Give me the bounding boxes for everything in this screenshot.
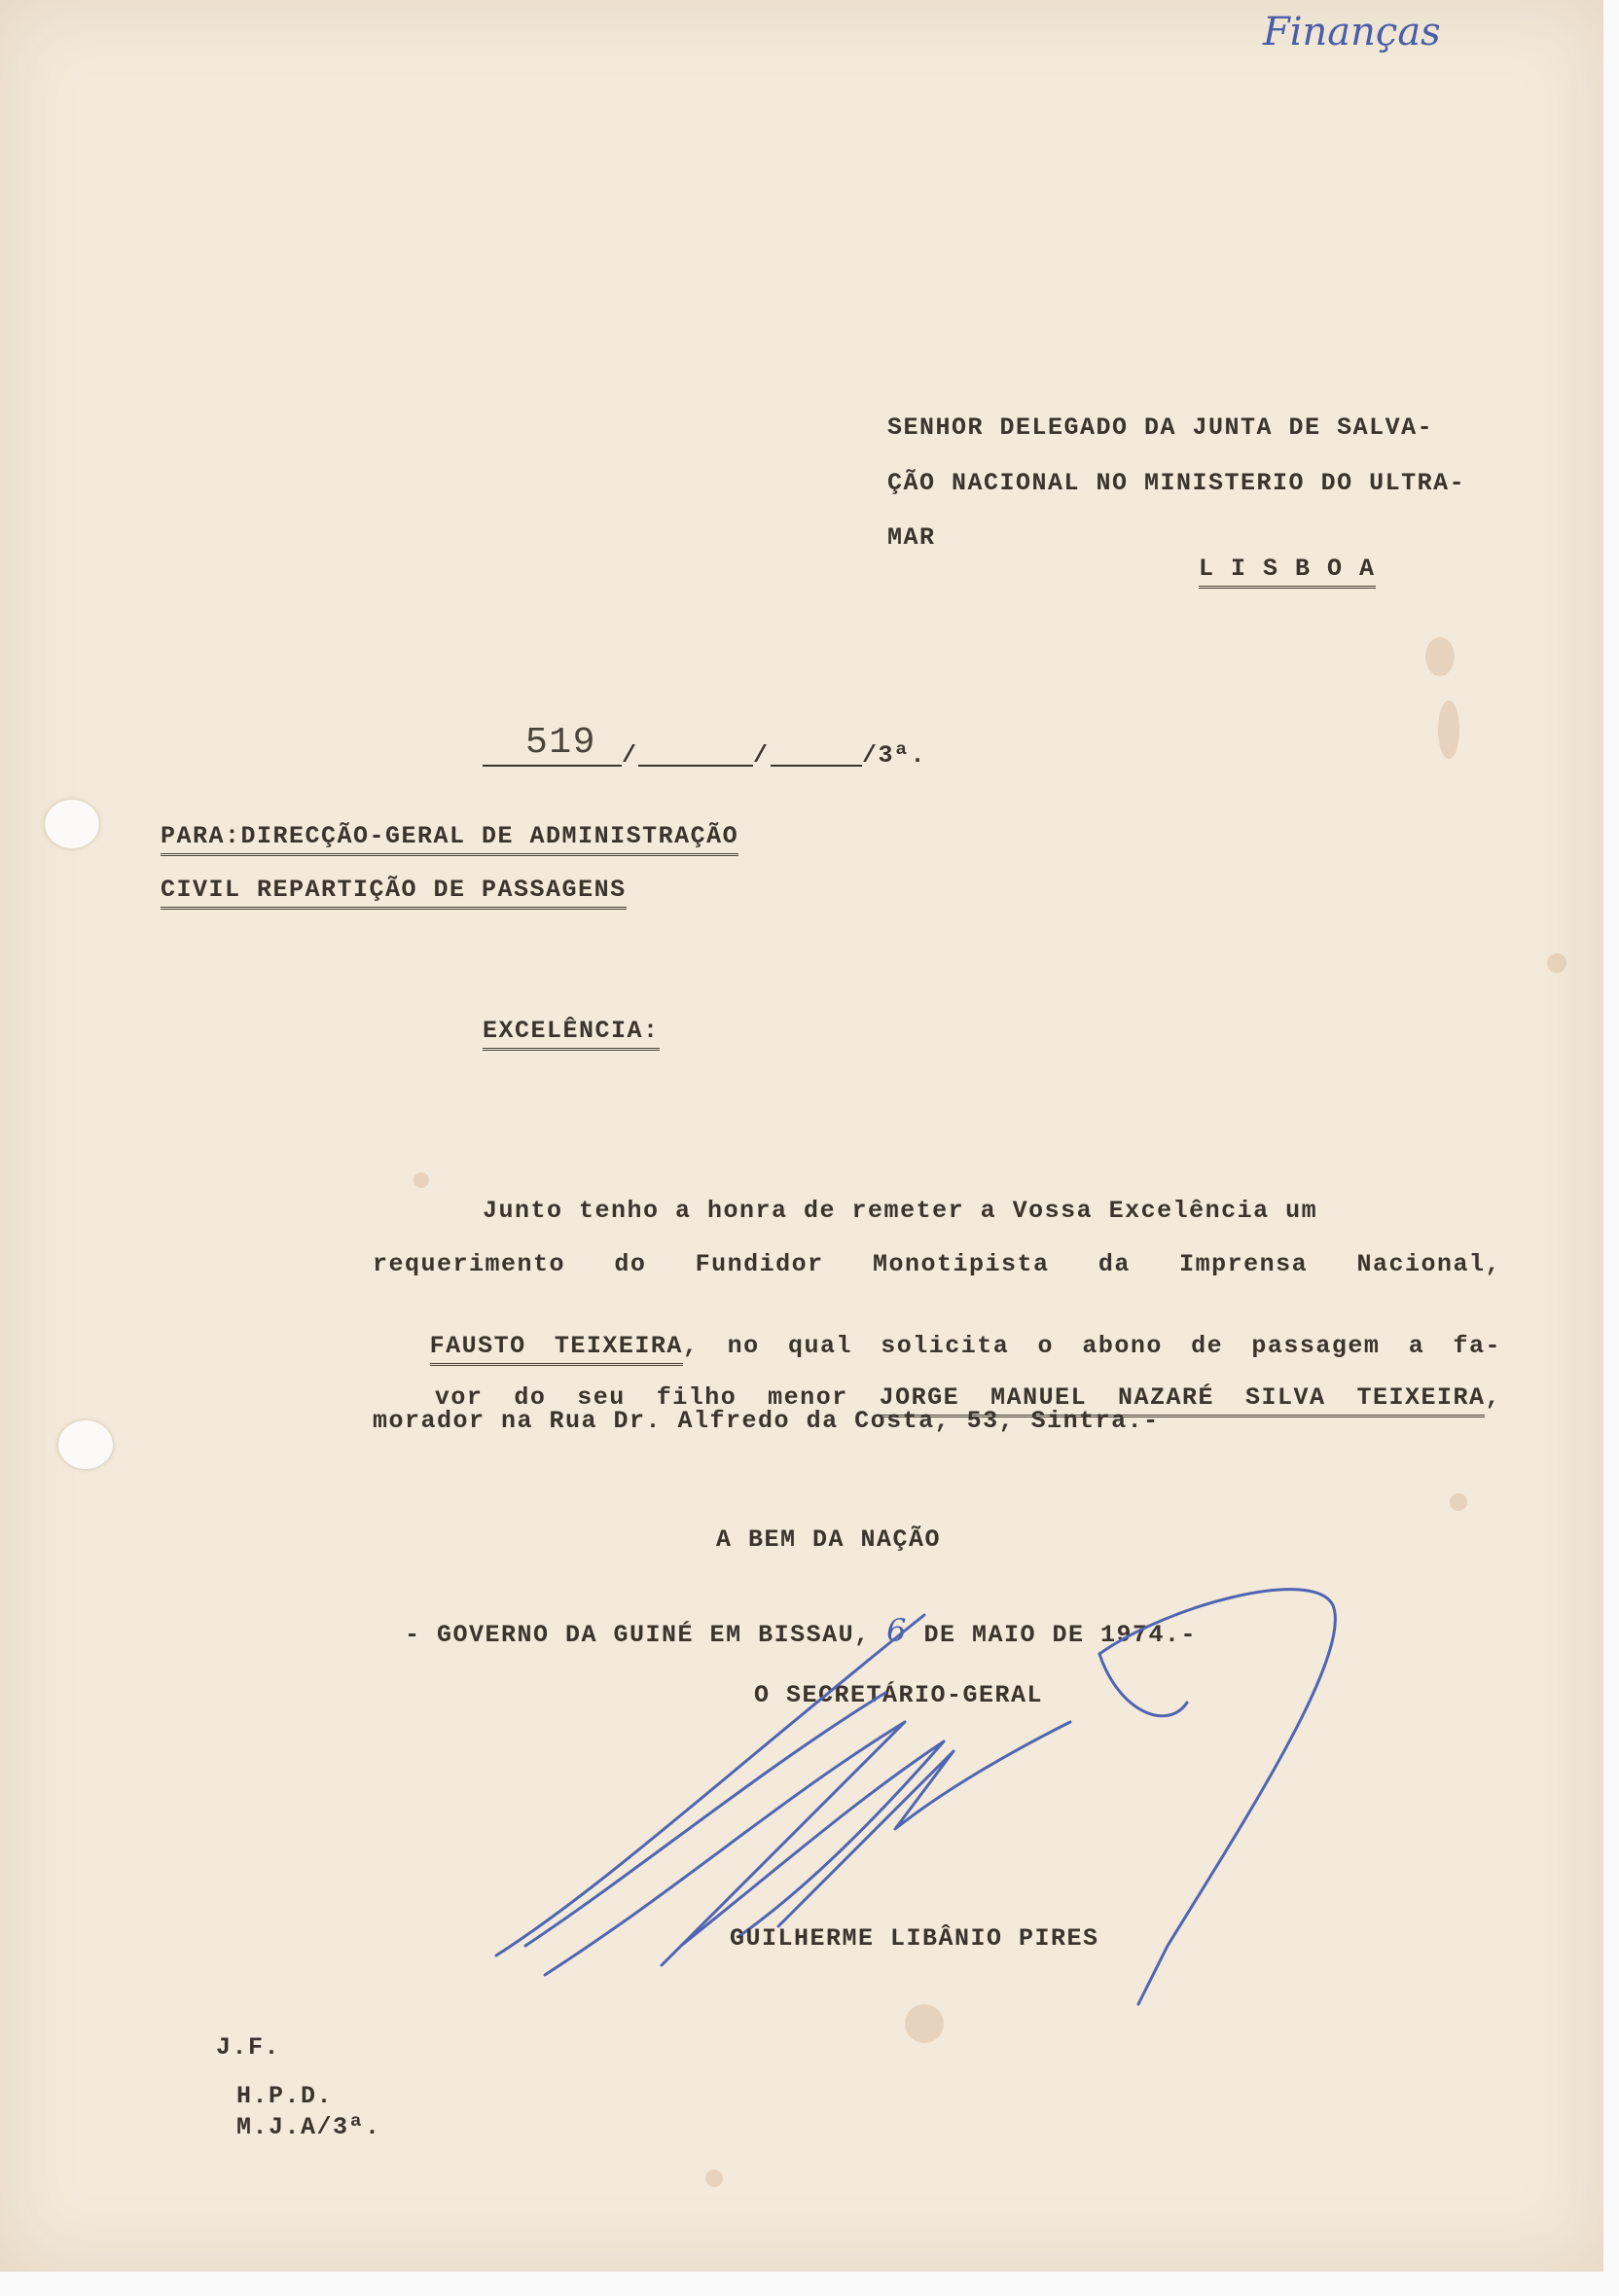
closing-day: 6 [886,1612,908,1649]
body-line-3 [373,1304,1501,1360]
paper-stain [1547,953,1566,973]
salutation: EXCELÊNCIA: [483,1017,660,1051]
signatory-title: O SECRETÁRIO-GERAL [754,1681,1044,1709]
reference-blank-1 [483,765,622,767]
paper-stain [1438,700,1459,759]
addressee-line-3: MAR [887,523,936,552]
reference-number: 519 [525,722,596,764]
signatory-name: GUILHERME LIBÂNIO PIRES [730,1924,1099,1953]
scan-margin-right [1603,0,1619,2296]
recipient-line-1: PARA:DIRECÇÃO-GERAL DE ADMINISTRAÇÃO [161,822,738,856]
body-line-5: morador na Rua Dr. Alfredo da Costa, 53, Sintra.- [373,1407,1160,1435]
person-name-father: FAUSTO TEIXEIRA [430,1332,683,1366]
reference-slash-2: / [753,741,770,770]
punch-hole-lower [58,1420,113,1469]
addressee-line-1: SENHOR DELEGADO DA JUNTA DE SALVA- [887,413,1434,442]
paper-stain [1425,637,1455,676]
addressee-city: L I S B O A [1199,555,1376,589]
paper-stain [414,1172,429,1188]
handwritten-signature [486,1576,1362,2024]
handwritten-annotation: Finanças [1263,10,1441,54]
paper-stain [705,2170,723,2187]
initials-line-3: M.J.A/3ª. [236,2113,381,2141]
body-line-4-text: vor do seu filho menor [434,1383,880,1412]
addressee-line-2: ÇÃO NACIONAL NO MINISTERIO DO ULTRA- [887,469,1466,497]
closing-date: DE MAIO DE 1974.- [907,1621,1197,1649]
recipient-line-2: CIVIL REPARTIÇÃO DE PASSAGENS [161,876,627,910]
closing-place: - GOVERNO DA GUINÉ EM BISSAU, [405,1621,887,1649]
initials-line-2: H.P.D. [236,2082,334,2110]
body-line-3-text: , no qual solicita o abono de passagem a fa- [682,1332,1501,1360]
punch-hole-upper [45,800,99,848]
initials-line-1: J.F. [216,2033,281,2062]
person-name-son: JORGE MANUEL NAZARÉ SILVA TEIXEIRA [880,1383,1486,1417]
scan-margin-bottom [0,2272,1619,2296]
closing-motto: A BEM DA NAÇÃO [716,1525,942,1554]
paper-stain [1450,1493,1467,1511]
reference-suffix: /3ª. [862,741,927,770]
body-line-4-end: , [1485,1383,1501,1412]
body-line-4 [373,1355,1501,1412]
reference-blank-3 [771,765,862,767]
body-line-1: Junto tenho a honra de remeter a Vossa Excelência um [483,1197,1318,1225]
reference-slash-1: / [622,741,638,770]
reference-blank-2 [638,765,753,767]
body-line-2: requerimento do Fundidor Monotipista da Imprensa Nacional, [373,1250,1501,1278]
